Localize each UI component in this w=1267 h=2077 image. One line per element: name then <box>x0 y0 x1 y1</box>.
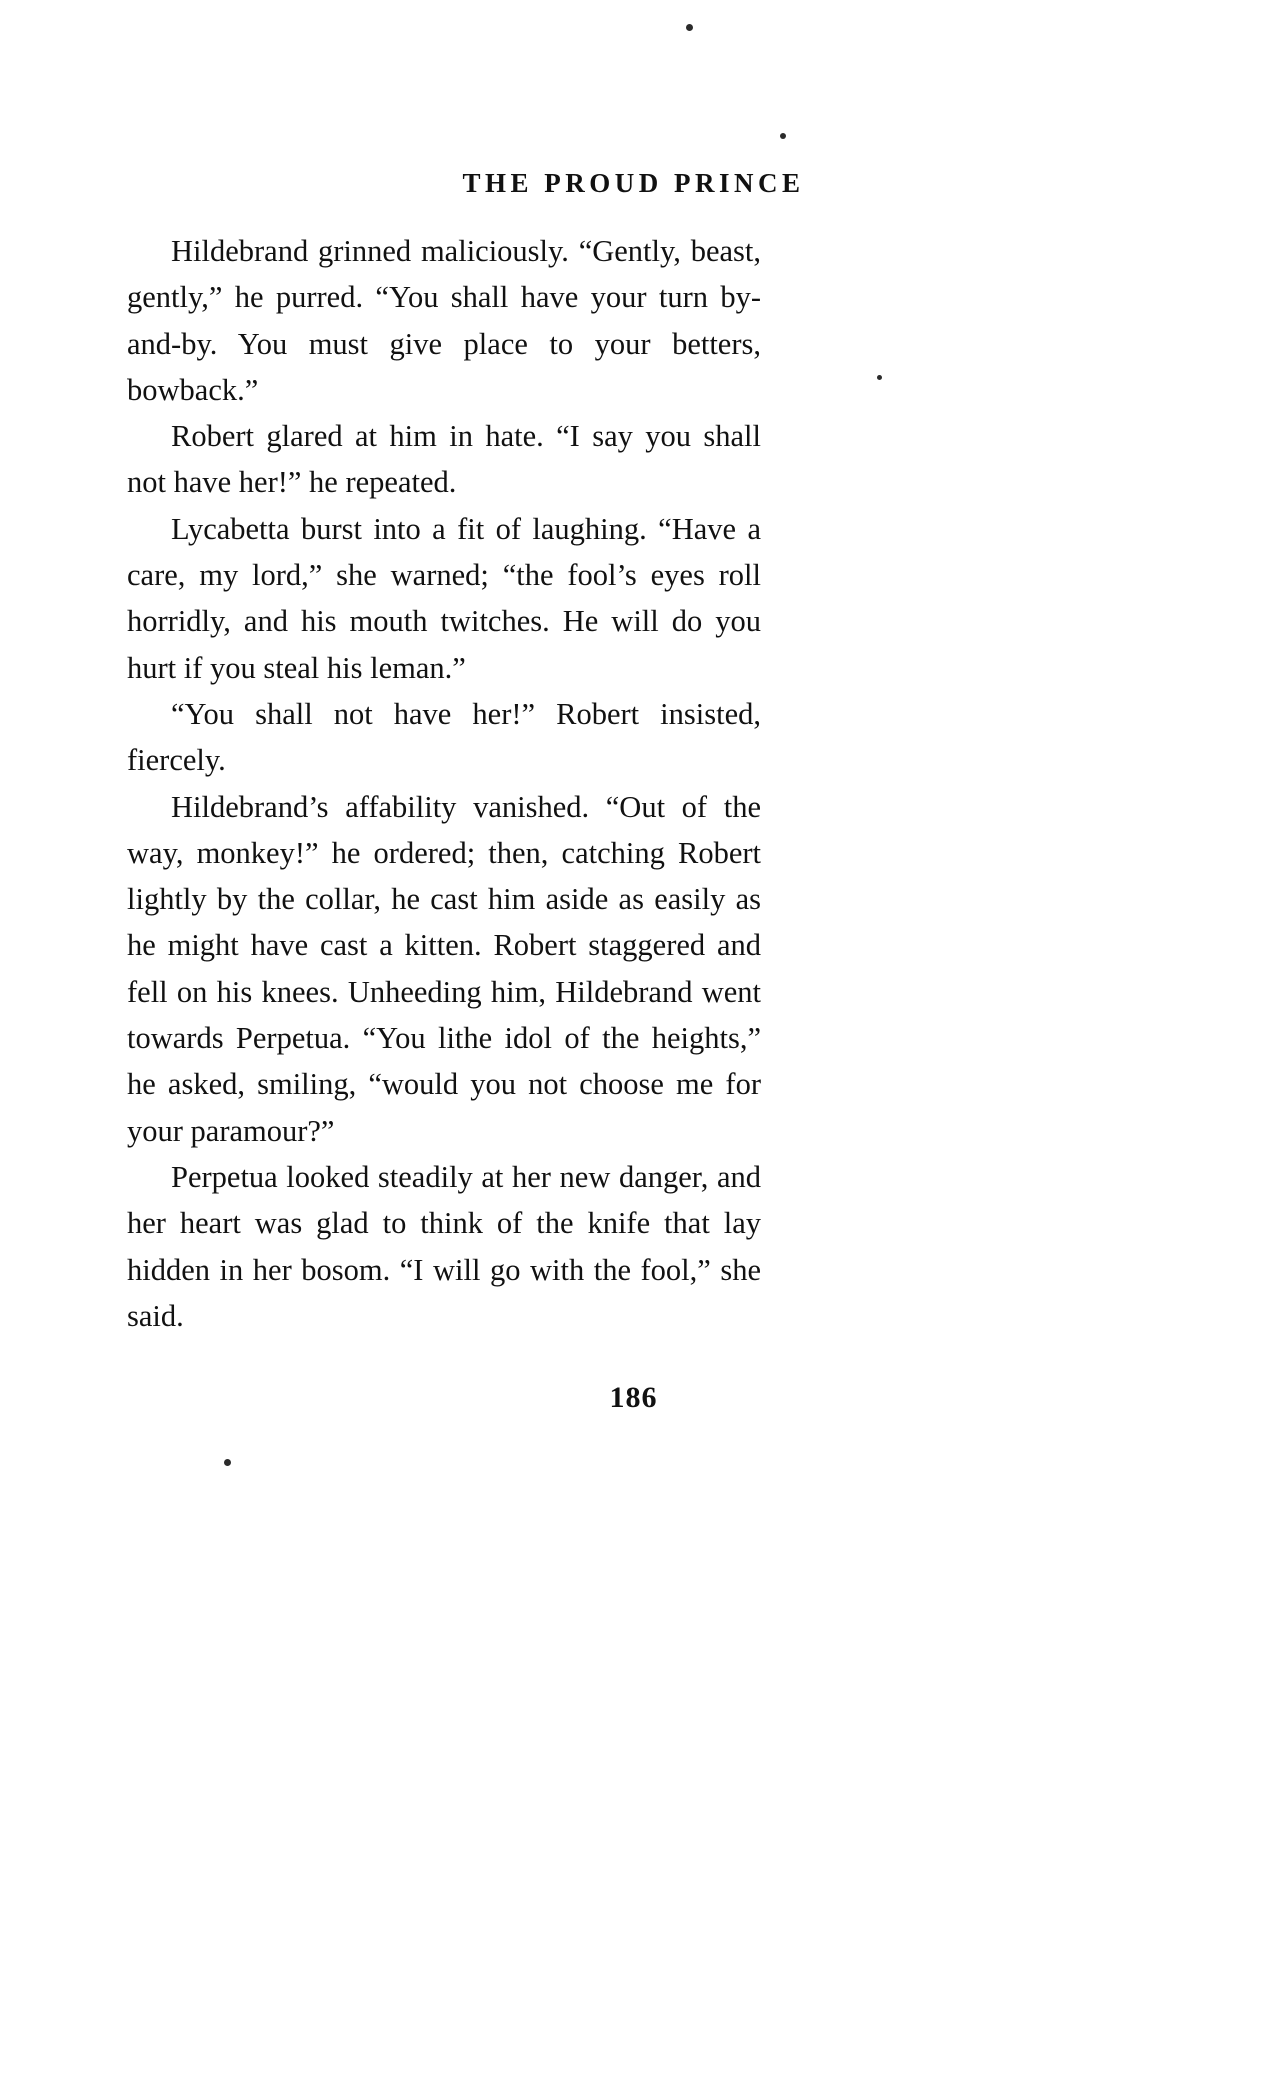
paragraph: “You shall not have her!” Robert insisted, fiercely. <box>127 696 761 778</box>
page-number: 186 <box>609 1381 658 1414</box>
scan-speck-icon <box>686 24 693 31</box>
paragraph: Lycabetta burst into a fit of laughing. “Have a care, my lord,” she warned; “the fool’s eyes roll horridly, and his mouth twitches. He will do you hurt if you steal his leman.” <box>127 511 761 685</box>
scan-speck-icon <box>224 1459 231 1466</box>
paragraph: Hildebrand grinned maliciously. “Gently, beast, gently,” he purred. “You shall have your turn by-and-by. You must give place to your betters, bowback.” <box>127 234 761 407</box>
paragraph: Perpetua looked steadily at her new danger, and her heart was glad to think of the knife that lay hidden in her bosom. “I will go with the fool,” she said. <box>127 1159 761 1333</box>
scan-speck-icon <box>877 375 882 380</box>
running-head: THE PROUD PRINCE <box>462 168 805 198</box>
body-text-column <box>127 228 761 1339</box>
paragraph: Hildebrand’s affability vanished. “Out of the way, monkey!” he ordered; then, catching Robert lightly by the collar, he cast him aside as easily as he might have cast a kitten. Robert staggered and fell on his knees. Unheeding him, Hildebrand went towards Perpetua. “You lithe idol of the heights,” he asked, smiling, “would you not choose me for your paramour?” <box>127 789 761 1148</box>
paragraph: Robert glared at him in hate. “I say you shall not have her!” he repeated. <box>127 419 761 500</box>
scan-speck-icon <box>780 133 786 139</box>
